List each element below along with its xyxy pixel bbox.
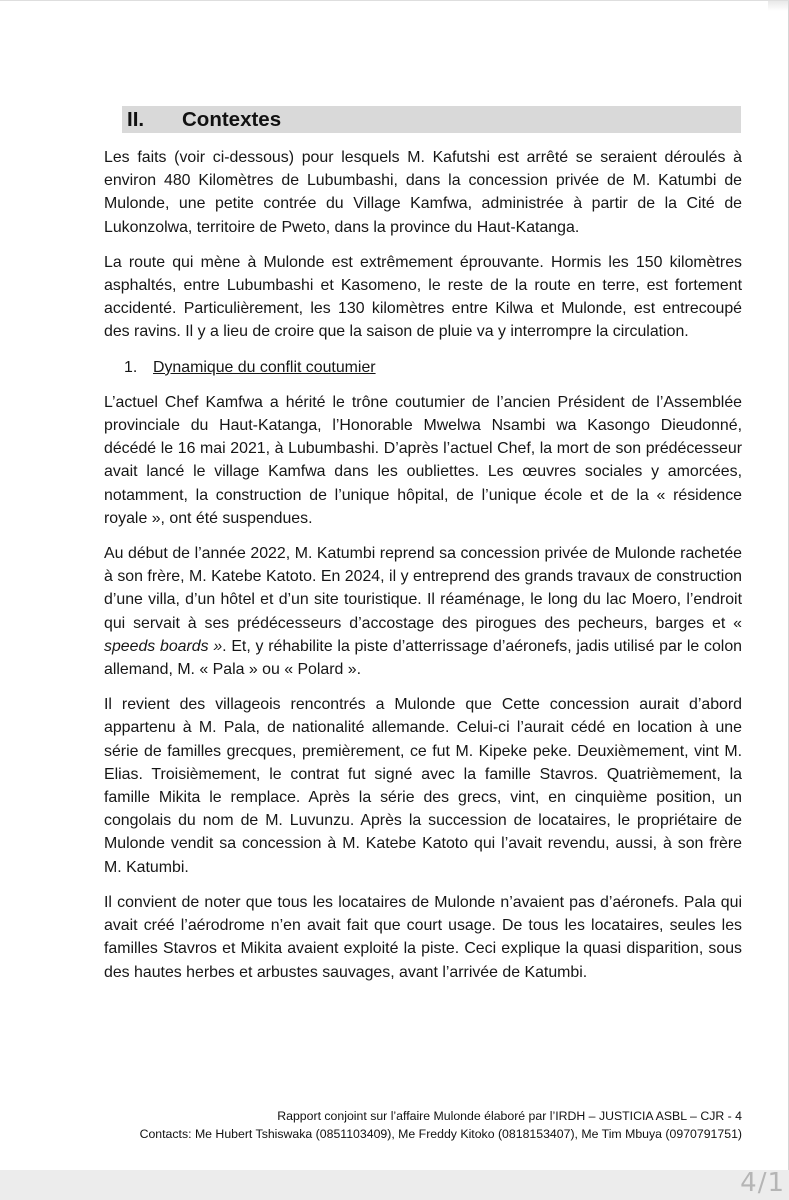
- section-heading: [122, 106, 741, 133]
- paragraph-4-text-a: Au début de l’année 2022, M. Katumbi reprend sa concession privée de Mulonde rachetée à son frère, M. Katebe Katoto. En 2024, il y entreprend des grands travaux de construction d’une villa, d’un hôtel et d’un site touristique. Il réaménage, le long du lac Moero, l’endroit qui servait à ses prédécesseurs d’accostage des pirogues des pecheurs, barges et «: [104, 545, 742, 632]
- section-title: Contextes: [182, 107, 282, 131]
- page-indicator: 4/1: [740, 1168, 785, 1198]
- subsection-title: Dynamique du conflit coutumier: [153, 358, 376, 376]
- paragraph-4: [104, 542, 742, 681]
- footer-report-line: Rapport conjoint sur l’affaire Mulonde élaboré par l’IRDH – JUSTICIA ASBL – CJR - 4: [277, 1109, 742, 1123]
- paragraph-2: La route qui mène à Mulonde est extrêmement éprouvante. Hormis les 150 kilomètres asphaltés, entre Lubumbashi et Kasomeno, le reste de la route en terre, est fortement accidenté. Particulièrement, les 130 kilomètres entre Kilwa et Mulonde, est entrecoupé des ravins. Il y a lieu de croire que la saison de pluie va y interrompre la circulation.: [104, 253, 742, 341]
- body-text: [104, 146, 742, 996]
- paragraph-1: Les faits (voir ci-dessous) pour lesquels M. Kafutshi est arrêté se seraient déroulés à environ 480 Kilomètres de Lubumbashi, dans la concession privée de M. Katumbi de Mulonde, une petite contrée du Village Kamfwa, administrée à partir de la Cité de Lukonzolwa, territoire de Pweto, dans la province du Haut-Katanga.: [104, 149, 742, 236]
- paragraph-3: L’actuel Chef Kamfwa a hérité le trône coutumier de l’ancien Président de l’Assemblée provinciale du Haut-Katanga, l’Honorable Mwelwa Nsambi wa Kasongo Dieudonné, décédé le 16 mai 2021, à Lubumbashi. D’après l’actuel Chef, la mort de son prédécesseur avait lancé le village Kamfwa dans les oubliettes. Les œuvres sociales y amorcées, notamment, la construction de l’unique hôpital, de l’unique école et de la « résidence royale », ont été suspendues.: [104, 393, 742, 527]
- footer-contacts-line: Contacts: Me Hubert Tshiswaka (0851103409), Me Freddy Kitoko (0818153407), Me Tim Mbuya (0970791751): [139, 1127, 742, 1141]
- page-footer: [104, 1107, 742, 1143]
- subsection-number: 1.: [124, 358, 138, 376]
- page-corner-shadow: [768, 1, 788, 11]
- subsection-heading: [104, 356, 742, 379]
- section-number: II.: [127, 107, 145, 131]
- paragraph-5: Il revient des villageois rencontrés a Mulonde que Cette concession aurait d’abord appartenu à M. Pala, de nationalité allemande. Celui-ci l’aurait cédé en location à une série de familles grecques, premièrement, ce fut M. Kipeke peke. Deuxièmement, vint M. Elias. Troisièmement, le contrat fut signé avec la famille Stavros. Quatrièmement, la famille Mikita le remplace. Après la série des grecs, vint, en cinquième position, un congolais du nom de M. Luvunzu. Après la succession de locataires, le propriétaire de Mulonde vendit sa concession à M. Katebe Katoto qui l’avait revendu, aussi, à son frère M. Katumbi.: [104, 696, 742, 876]
- paragraph-6: Il convient de noter que tous les locataires de Mulonde n’avaient pas d’aéronefs. Pala qui avait créé l’aérodrome n’en avait fait que court usage. De tous les locataires, seules les familles Stavros et Mikita avaient exploité la piste. Ceci explique la quasi disparition, sous des hautes herbes et arbustes sauvages, avant l’arrivée de Katumbi.: [104, 893, 742, 981]
- paragraph-4-text-b: . Et, y réhabilite la piste d’atterrissage d’aéronefs, jadis utilisé par le colon allemand, M. « Pala » ou « Polard ».: [104, 637, 742, 679]
- paragraph-4-italic: speeds boards »: [104, 637, 223, 655]
